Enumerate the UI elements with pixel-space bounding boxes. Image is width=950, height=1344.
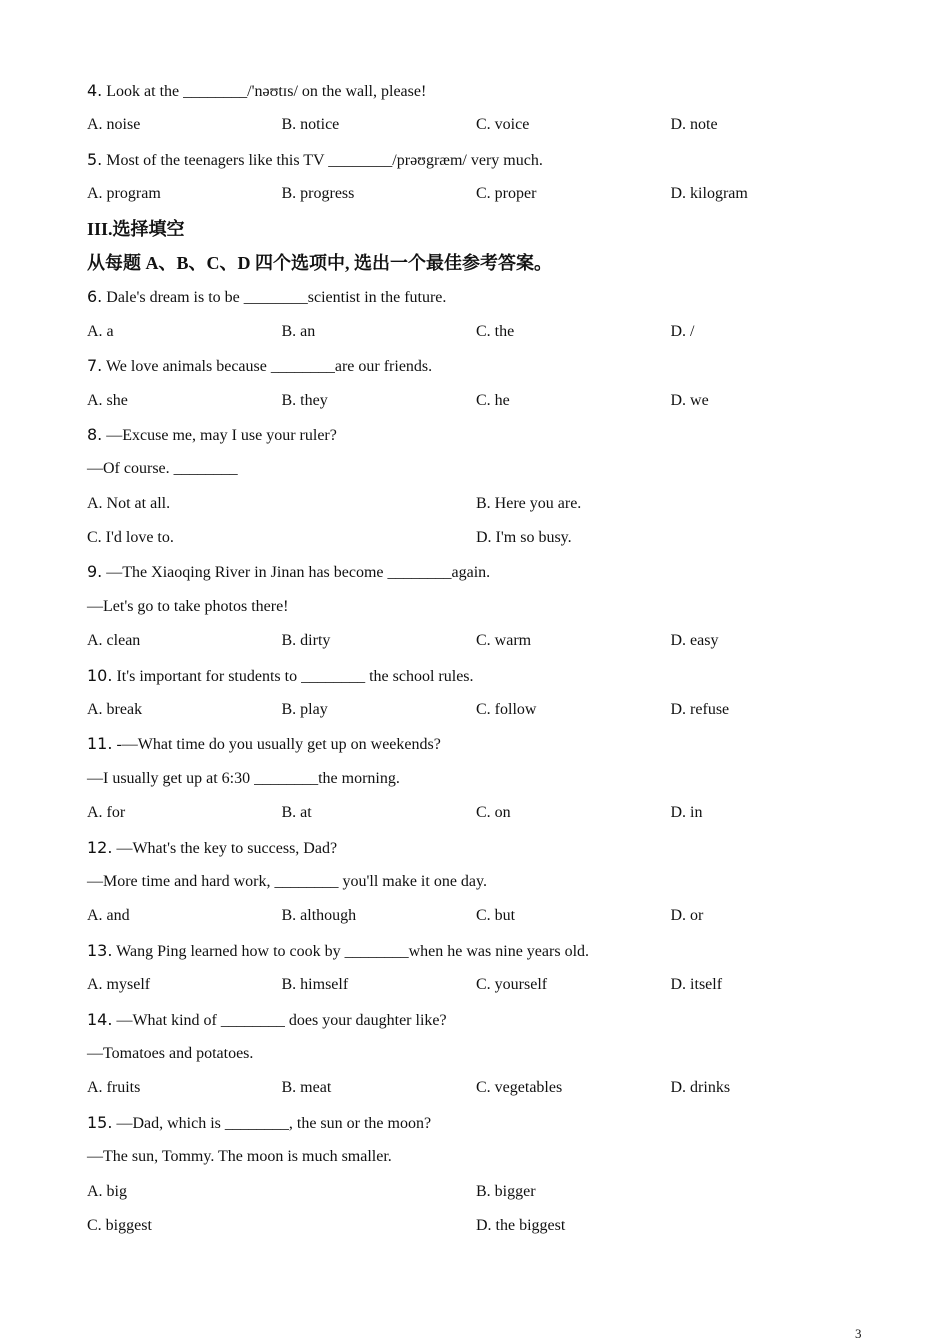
dialogue-line	[87, 1037, 887, 1071]
question-stem	[87, 74, 887, 108]
answer-options	[87, 1209, 887, 1243]
question-number: 9.	[87, 562, 103, 582]
answer-option[interactable]: B. bigger	[476, 1182, 536, 1200]
answer-options	[87, 1175, 887, 1209]
answer-option[interactable]: D. I'm so busy.	[476, 529, 572, 547]
answer-option[interactable]: A. and	[87, 907, 130, 925]
answer-option[interactable]: B. although	[281, 907, 357, 925]
answer-option[interactable]: A. she	[87, 391, 128, 409]
question-text: —The Xiaoqing River in Jinan has become ________again.	[106, 564, 491, 582]
question-number: 4.	[87, 81, 103, 100]
answer-option[interactable]: A. big	[87, 1182, 127, 1200]
dialogue-line	[87, 1140, 887, 1174]
answer-option[interactable]: B. an	[281, 322, 316, 340]
answer-option[interactable]: B. notice	[281, 116, 340, 134]
answer-option[interactable]: D. note	[670, 116, 718, 134]
question-stem	[87, 555, 887, 589]
answer-option[interactable]: D. we	[670, 391, 709, 409]
question-text: —The sun, Tommy. The moon is much smaller.	[87, 1148, 392, 1166]
answer-option[interactable]: A. noise	[87, 116, 141, 134]
answer-option[interactable]: D. in	[670, 804, 703, 822]
answer-options	[87, 796, 887, 830]
answer-options	[87, 108, 887, 142]
answer-option[interactable]: C. he	[476, 391, 510, 409]
answer-option[interactable]: D. kilogram	[670, 185, 748, 203]
question-list-part-2	[87, 74, 887, 212]
answer-option[interactable]: C. warm	[476, 632, 532, 650]
answer-option[interactable]: C. yourself	[476, 976, 548, 994]
question-text: Dale's dream is to be ________scientist in the future.	[106, 289, 447, 307]
question-number: 13.	[87, 940, 113, 960]
question-text: Most of the teenagers like this TV ________/prəʊgræm/ very much.	[106, 151, 543, 169]
question-text: It's important for students to ________ the school rules.	[116, 667, 474, 685]
answer-option[interactable]: C. voice	[476, 116, 530, 134]
question-stem	[87, 1106, 887, 1140]
answer-option[interactable]: A. clean	[87, 632, 141, 650]
answer-option[interactable]: A. break	[87, 701, 143, 719]
question-text: We love animals because ________are our friends.	[105, 358, 433, 376]
question-stem	[87, 831, 887, 865]
answer-options	[87, 521, 887, 555]
question-stem	[87, 934, 887, 968]
answer-option[interactable]: A. fruits	[87, 1079, 141, 1097]
answer-option[interactable]: D. refuse	[670, 701, 730, 719]
answer-options	[87, 899, 887, 933]
answer-option[interactable]: B. play	[281, 701, 328, 719]
question-stem	[87, 659, 887, 693]
question-text: —I usually get up at 6:30 ________the morning.	[87, 769, 400, 787]
answer-options	[87, 968, 887, 1002]
answer-option[interactable]: B. at	[281, 804, 312, 822]
answer-option[interactable]: D. easy	[670, 632, 719, 650]
answer-option[interactable]: C. proper	[476, 185, 537, 203]
question-text: —Excuse me, may I use your ruler?	[106, 426, 337, 444]
answer-option[interactable]: D. the biggest	[476, 1216, 566, 1234]
question-text: —Of course. ________	[87, 460, 238, 478]
answer-option[interactable]: A. for	[87, 804, 126, 822]
question-number: 6.	[87, 287, 103, 307]
question-text: —Let's go to take photos there!	[87, 597, 289, 615]
answer-options	[87, 1071, 887, 1105]
answer-option[interactable]: C. I'd love to.	[87, 529, 174, 547]
answer-option[interactable]: B. meat	[281, 1079, 332, 1097]
answer-option[interactable]: D. /	[670, 322, 695, 340]
question-text: —What's the key to success, Dad?	[116, 839, 338, 857]
answer-option[interactable]: D. drinks	[670, 1079, 731, 1097]
exam-page-content	[87, 74, 887, 1243]
question-stem	[87, 727, 887, 761]
answer-options	[87, 315, 887, 349]
answer-option[interactable]: B. Here you are.	[476, 494, 582, 512]
section-instruction: 从每题 A、B、C、D 四个选项中, 选出一个最佳参考答案。	[87, 252, 553, 273]
answer-option[interactable]: A. a	[87, 322, 114, 340]
question-stem	[87, 280, 887, 314]
page-number: 3	[855, 1326, 862, 1341]
answer-options	[87, 693, 887, 727]
answer-options	[87, 624, 887, 658]
question-stem	[87, 418, 887, 452]
question-text: —Dad, which is ________, the sun or the moon?	[116, 1114, 432, 1132]
dialogue-line	[87, 762, 887, 796]
answer-option[interactable]: A. myself	[87, 976, 151, 994]
answer-option[interactable]: D. itself	[670, 976, 723, 994]
answer-option[interactable]: C. follow	[476, 701, 537, 719]
answer-options	[87, 177, 887, 211]
question-stem	[87, 1003, 887, 1037]
answer-option[interactable]: C. on	[476, 804, 511, 822]
question-number: 11.	[87, 734, 113, 754]
question-list-part-3	[87, 280, 887, 1243]
answer-option[interactable]: C. biggest	[87, 1216, 152, 1234]
section-title: III.选择填空	[87, 218, 185, 239]
question-number: 10.	[87, 665, 113, 685]
question-text: —What kind of ________ does your daughter like?	[116, 1011, 447, 1029]
question-text: -—What time do you usually get up on weekends?	[116, 736, 441, 754]
question-number: 15.	[87, 1112, 113, 1132]
question-number: 12.	[87, 837, 113, 857]
question-number: 14.	[87, 1009, 113, 1029]
question-number: 7.	[87, 356, 103, 376]
dialogue-line	[87, 590, 887, 624]
answer-option[interactable]: B. they	[281, 391, 328, 409]
answer-option[interactable]: B. progress	[281, 185, 355, 203]
question-text: Look at the ________/'nəʊtɪs/ on the wall, please!	[106, 83, 427, 100]
question-stem	[87, 349, 887, 383]
question-text: Wang Ping learned how to cook by ________when he was nine years old.	[116, 942, 590, 960]
question-number: 8.	[87, 424, 103, 444]
answer-option[interactable]: C. vegetables	[476, 1079, 563, 1097]
question-stem	[87, 143, 887, 177]
answer-option[interactable]: A. Not at all.	[87, 494, 171, 512]
answer-option[interactable]: D. or	[670, 907, 704, 925]
answer-options	[87, 384, 887, 418]
question-number: 5.	[87, 149, 103, 169]
answer-options	[87, 487, 887, 521]
answer-option[interactable]: C. the	[476, 322, 515, 340]
question-text: —More time and hard work, ________ you'll make it one day.	[87, 872, 487, 890]
dialogue-line	[87, 452, 887, 486]
answer-option[interactable]: B. dirty	[281, 632, 331, 650]
dialogue-line	[87, 865, 887, 899]
question-text: —Tomatoes and potatoes.	[87, 1044, 254, 1062]
answer-option[interactable]: A. program	[87, 185, 161, 203]
answer-option[interactable]: B. himself	[281, 976, 349, 994]
answer-option[interactable]: C. but	[476, 907, 516, 925]
